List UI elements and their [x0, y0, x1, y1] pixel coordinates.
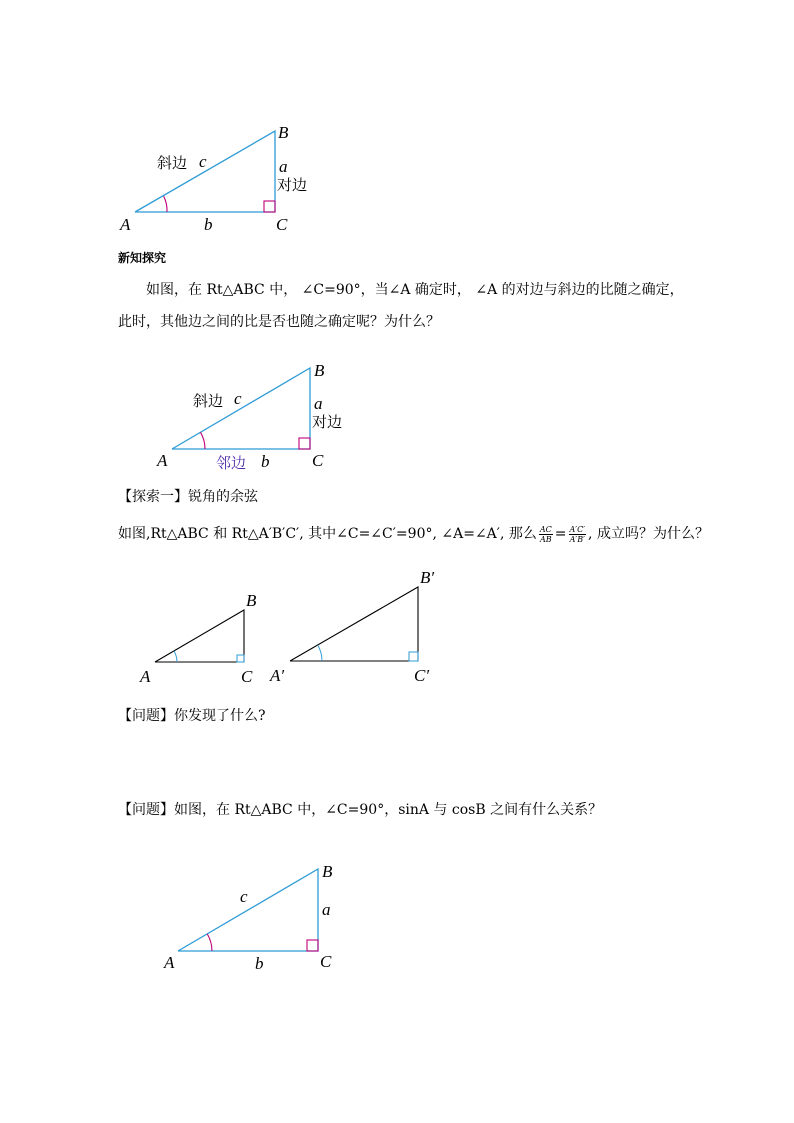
question-sin-cos: 【问题】如图，在 Rt△ABC 中，∠C=90°，sinA 与 cosB 之间有什么关系？	[118, 802, 603, 818]
angle-a-arc	[207, 934, 212, 951]
large-vertex-a-label: A′	[270, 666, 285, 685]
side-c-label: c	[199, 152, 207, 171]
large-angle-a-arc	[318, 645, 322, 661]
right-angle-marker	[264, 201, 275, 212]
similar-triangles-diagram	[0, 565, 460, 690]
side-b-label: b	[255, 954, 264, 973]
intro-line-1: 如图，在 Rt△ABC 中， ∠C=90°，当∠A 确定时， ∠A 的对边与斜边的比随之确定，	[146, 282, 684, 298]
hypotenuse-label: 斜边	[193, 392, 224, 410]
explore-one-question	[118, 524, 709, 544]
fraction-a1c1-a1b1: $\frac{A'C'}{A'B'}$	[569, 524, 586, 544]
small-vertex-a-label: A	[140, 667, 151, 686]
intro-line-2: 此时，其他边之间的比是否也随之确定呢？为什么？	[118, 314, 440, 330]
intro-paragraph	[118, 274, 698, 338]
large-vertex-c-label: C′	[414, 666, 430, 685]
triangle-diagram-4	[0, 858, 360, 978]
triangle-outline	[135, 131, 275, 212]
side-c-label: c	[240, 887, 248, 906]
opposite-label: 对边	[277, 176, 308, 194]
equals-sign: =	[554, 526, 567, 542]
section-new-knowledge: 新知探究	[118, 251, 167, 265]
vertex-a-label: A	[164, 953, 175, 972]
side-a-label: a	[314, 394, 323, 413]
small-right-angle-marker	[237, 655, 244, 662]
vertex-c-label: C	[276, 215, 288, 234]
angle-a-arc	[164, 196, 167, 212]
right-angle-marker	[307, 940, 318, 951]
question-text-after: , 成立吗？为什么？	[588, 526, 709, 542]
opposite-label: 对边	[312, 413, 343, 431]
large-triangle-outline	[290, 587, 418, 661]
triangle-outline	[178, 869, 318, 951]
triangle-figure-1	[0, 120, 340, 240]
triangle-figure-4	[0, 858, 360, 978]
triangle-diagram-2	[0, 358, 360, 478]
right-angle-marker	[299, 438, 310, 449]
large-vertex-b-label: B′	[420, 568, 435, 587]
side-a-label: a	[279, 157, 288, 176]
angle-a-arc	[201, 432, 206, 449]
explore-one-title: 【探索一】锐角的余弦	[118, 489, 258, 505]
side-a-label: a	[322, 900, 331, 919]
triangle-figure-2	[0, 358, 360, 478]
side-b-label: b	[261, 452, 270, 471]
vertex-c-label: C	[320, 952, 332, 971]
small-triangle-outline	[155, 610, 244, 662]
vertex-b-label: B	[278, 123, 289, 142]
vertex-b-label: B	[314, 361, 325, 380]
fraction-ac-ab: $\frac{AC}{AB}$	[539, 524, 552, 544]
small-vertex-c-label: C	[241, 667, 253, 686]
vertex-c-label: C	[312, 451, 324, 470]
triangle-diagram-1	[0, 120, 340, 240]
adjacent-label: 邻边	[216, 454, 247, 472]
small-vertex-b-label: B	[246, 591, 257, 610]
vertex-a-label: A	[157, 451, 168, 470]
large-right-angle-marker	[409, 652, 418, 661]
small-angle-a-arc	[174, 651, 177, 662]
question-what-found: 【问题】你发现了什么?	[118, 708, 266, 724]
side-b-label: b	[204, 215, 213, 234]
vertex-a-label: A	[120, 215, 131, 234]
vertex-b-label: B	[322, 862, 333, 881]
question-text-before: 如图,Rt△ABC 和 Rt△A′B′C′, 其中∠C=∠C′=90°, ∠A=∠A′, 那么	[118, 526, 537, 542]
side-c-label: c	[234, 389, 242, 408]
similar-triangles-figure	[0, 565, 460, 690]
hypotenuse-label: 斜边	[157, 154, 188, 172]
